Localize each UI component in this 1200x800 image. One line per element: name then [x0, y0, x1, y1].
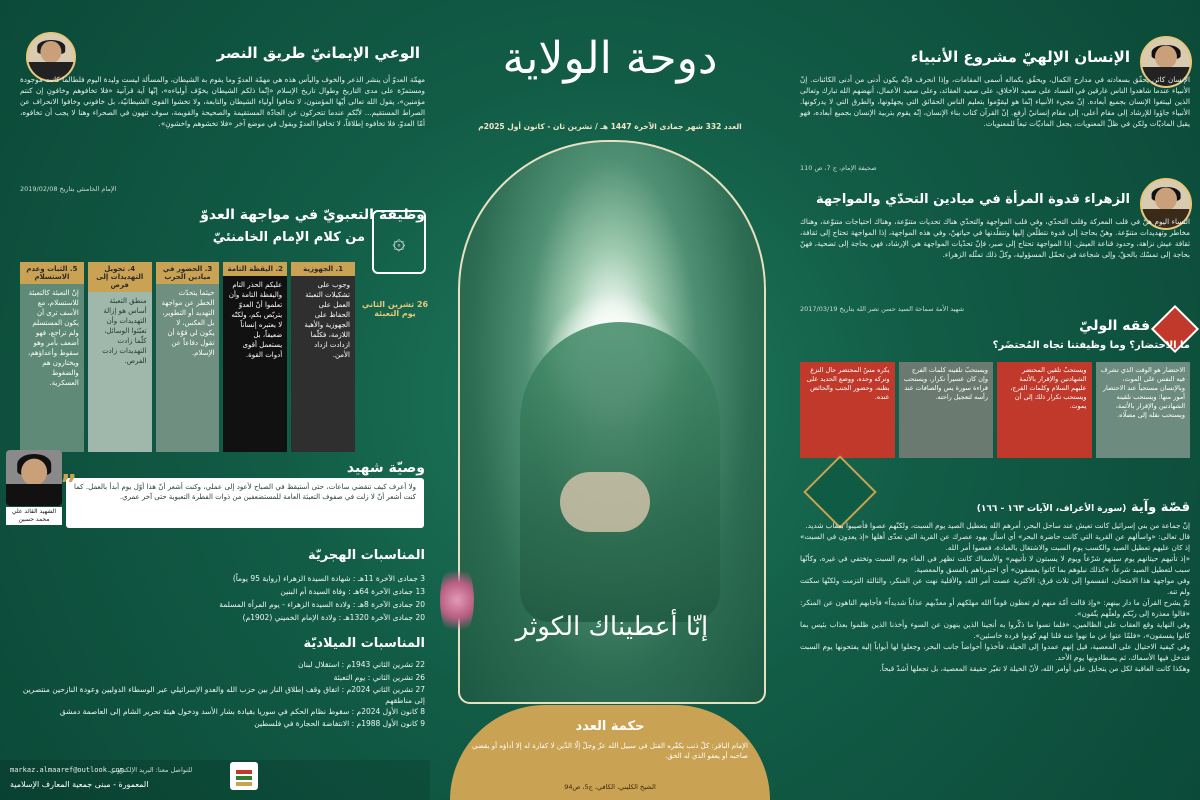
- gregorian-list: [20, 658, 425, 730]
- zahra-body: النساء اليوم هنّ في قلب المعركة وقلب التحدّي، وفي قلب المواجهة والتحدّي هناك تحديات متنوّعة، وهناك احتياجات متنوّعة، وهناك مخاطر وتهديدات متنوّعة. وهنّ بحاجة إلى قدوة نتطلّعن إليها وتتقلّدنها في حياتهنّ، وفي هذه المواجهة، إذا المواجهة تحتاج إلى ثقافة، ثقافة عيش نزاهة، وحدود قناعة العيش. إذا المواجهة تحتاج إلى صبر، فإنّ تحدّيات المواجهة هي الإرشاد، فهي بحاجة إلى تضحية، فهنّ بحاجة إلى تمسّك بالحقّ، وإلى شجاعة في تحمّل المسؤولية، وكلّ ذلك تمثّله الزهراء.: [800, 217, 1190, 259]
- masthead-title: دوحة الولاية: [502, 33, 718, 84]
- mobilization-col-head: 3. الحضور في ميادين الحرب: [156, 262, 220, 284]
- faqih-cards: [800, 362, 1190, 458]
- martyr-quote-box: [60, 470, 424, 528]
- right-column: [790, 0, 1200, 800]
- hijri-item: 20 جمادى الآخرة 8هـ : ولادة السيدة الزهراء - يوم المرأة المسلمة: [219, 600, 425, 609]
- martyr-title: وصيّة شهيد: [346, 460, 425, 476]
- faqih-card: الاحتضار هو الوقت الذي تشرف فيه النفس على الموت، وبالإنسان مستحباً عند الاحتضار أمور منها: ويستحب تلقينه الشهادتين والإقرار بالأئمة، ويستحب نقله إلى مصلّاه.: [1096, 362, 1191, 458]
- zahra-source: شهيد الأمة سماحة السيد حسن نصر الله بتاريخ 2017/03/19: [800, 305, 965, 313]
- awareness-title: الوعي الإيمانيّ طريق النصر: [216, 44, 420, 62]
- mobilization-col-body: وجوب على تشكيلات التعبئة العمل على الحفاظ على الجهوزية والأهبة اللازمة، فكلّما ازدادت ازداد الأمن.: [291, 276, 355, 452]
- child-figure: [560, 472, 650, 532]
- faqih-card: ويستحبّ تلقينه كلمات الفرج وإن كان عسيراً تكرار، ويستحب قراءة سورة يس والصافات عند رأسه لتعجيل راحته.: [899, 362, 994, 458]
- mobilization-emblem: ۞: [372, 210, 426, 274]
- mobilization-col-body: إنّ التعبئة كالتعبئة للاستسلام، مع الأسف ترى أن يكون المستسلم ولم تراجع، فهو أضعف بأمر وهو سقوط وأعداؤهم، ويختارون هم والضغوط العسكرية.: [20, 284, 84, 452]
- mobilization-col-body: عليكم الحذر التام واليقظة التامة وأن تعلموا أنّ العدوّ يتربّص بكم، ولكنّه لا يعتبره إنساناً ضعيفاً، بل يستعمل أقوى أدوات القوة.: [223, 276, 287, 452]
- center-column: [430, 0, 790, 800]
- footer-publisher: المعمورة - مبنى جمعية المعارف الإسلامية: [10, 780, 149, 789]
- mobilization-col-head: 5. الثبات وعدم الاستسلام: [20, 262, 84, 284]
- story-emblem-icon: [803, 455, 877, 529]
- quote-mark-icon: ”: [60, 470, 78, 500]
- flower-decoration-icon: [440, 560, 474, 640]
- mobilization-col-head: 1. الجهوزية: [291, 262, 355, 276]
- footer-email[interactable]: markaz.almaaref@outlook.com: [10, 766, 124, 774]
- wisdom-box: [450, 705, 770, 800]
- mobilization-col-3: [156, 262, 220, 452]
- mobilization-title: وظيفة التعبويّ في مواجهة العدوّ: [200, 207, 425, 223]
- calligraphy-text: إنّا أعطيناك الكوثر: [515, 612, 709, 642]
- faqih-card: يكره مسّ المحتضر حال النزع وتركه وحده، ووضع الحديد على بطنه، وحضور الجنب والحائض عنده.: [800, 362, 895, 458]
- mobilization-col-head: 2. اليقظة التامة: [223, 262, 287, 276]
- human-title: الإنسان الإلهيّ مشروع الأنبياء: [910, 48, 1130, 66]
- story-paragraph: وفي النهاية وقع العقاب على الظالمين، «فلما نسوا ما ذكّروا به أنجينا الذين ينهون عن السوء وأخذنا الذين ظلموا بعذاب بئيس بما كانوا يفسقون»، «فلمّا عتوا عن ما نهوا عنه قلنا لهم كونوا قردة خاسئين».: [800, 620, 1190, 640]
- gregorian-title: المناسبات الميلاديّة: [303, 636, 425, 651]
- wisdom-source: الشيخ الكليني، الكافي، ج5، ص94: [564, 783, 656, 791]
- story-paragraph: «إذ تأتيهم حيتانهم يوم سبتهم شرّعاً ويوم لا يسبتون لا تأتيهم» والأسماك كانت تظهر في الماء يوم السبت وتختفي في غيره، وكأنّها سبب لتعطيل الصيد شرعاً، «كذلك نبلوهم بما كانوا يفسقون» أي اختبرناهم بالفسق والمعصية.: [800, 554, 1190, 574]
- wisdom-title: حكمة العدد: [575, 719, 645, 734]
- wisdom-body: الإمام الباقر: كلّ ذنب يكفّره القتل في سبيل الله عزّ وجلّ إلّا الدَّين لا كفارة له إلا أداؤه أو يقضي صاحبه أو يعفو الذي له الحق.: [472, 742, 748, 760]
- story-paragraph: إنّ جماعة من بني إسرائيل كانت تعيش عند ساحل البحر، أمرهم الله بتعطيل الصيد يوم السبت، ولكنّهم عصوا فأصيبوا بعقاب شديد.: [805, 521, 1190, 530]
- hijri-item: 3 جمادى الآخرة 11هـ : شهادة السيدة الزهراء (رواية 95 يوماً): [232, 574, 425, 583]
- faqih-title: فقه الوليّ: [1079, 318, 1150, 334]
- faqih-question: ما الاحتضار؟ وما وظيفتنا تجاه المُحتضَر؟: [992, 340, 1190, 351]
- mobilization-col-4: [88, 262, 152, 452]
- hijri-list: [20, 572, 425, 624]
- footer-email-label: للتواصل معنا: البريد الإلكتروني: [110, 766, 193, 774]
- gregorian-item: 8 كانون الأول 2024م : سقوط نظام الحكم في سوريا بقيادة بشار الأسد ودخول هيئة تحرير الشام إلى العاصمة دمشق: [59, 707, 425, 716]
- mobilization-col-body: منطق التعبئة أساس هو إزالة التهديدات وأن تعبّئوا الوسائل، كلّما زادت التهديدات زادت الفرص.: [88, 292, 152, 452]
- awareness-body: مهمّة العدوّ أن ينشر الذعر والخوف واليأس هذه هي مهمّة العدوّ وما يقوم به الشيطان، والمسألة ليست وليدة اليوم فلطالما كانت موجودة ومستمرّة على مدى التاريخ وطوال تاريخ الإسلام «إنّما ذلكم الشيطان يخوّف أولياءه»، إنّها آية قرآنية «فلا تخافوهم وخافونِ إن كنتم مؤمنين»، يقول الله تعالى أيّها المؤمنون، لا تخافوا أولياء الشيطان والتابعة، ولا تخشوا القوى الشيطانيّة، بل خافوني وخافوا الانحراف عن الصراط المستقيم... لأنّكم عندما تتحركون عن الجادّة المستقيمة والصحيحة والقويمة، سوف تنهون في الصحراء وهنا لا يجب أن تخافوه، أمّا العدوّ، فلا تخافوه إطلاقاً، لا تخافوا العدوّ ويقول في موضع آخر «فلا تخشوهم واخشونِ».: [20, 75, 425, 128]
- mobilization-col-1: [291, 262, 355, 452]
- story-title-text: قصّة وآية: [1130, 500, 1190, 515]
- story-paragraph: وهكذا كانت العاقبة لكل من يتحايل على أوامر الله، لأنّ الحيلة لا تغيّر حقيقة المعصية، بل تجعلها أشدّ قبحاً.: [879, 664, 1190, 673]
- story-paragraph: ثمّ يشرح القرآن ما دار بينهم: «وإذ قالت أمّة منهم لم تعظون قوماً الله مهلكهم أو معذّبهم عذاباً شديداً» فأجابهم الناهون عن المنكر: «قالوا معذرة إلى ربّكم ولعلّهم يتّقون».: [800, 598, 1190, 618]
- gregorian-item: 26 تشرين الثاني : يوم التعبئة: [333, 673, 425, 682]
- story-subtitle: (سورة الأعراف، الآيات ١٦٣ - ١٦٦): [976, 504, 1127, 514]
- story-paragraph: وفي مواجهة هذا الامتحان، انقسموا إلى ثلاث فرق: الأكثرية عصت أمر الله، والأقلية نهت عن المنكر، والثالثة التزمت ولكنّها سكتت ولم تنه.: [800, 576, 1190, 596]
- mobilization-date-note: 26 تشرين الثاني يوم التعبئة: [361, 300, 429, 318]
- story-paragraph: قال تعالى: «واسألهم عن القرية التي كانت حاضرة البحر» أي اسأل يهود عصرك عن القرية التي تعدّى أهلها «إذ يعدون في السبت» إذ كان عليهم تعطيل الصيد والكسب يوم السبت والاشتغال بالعبادة، فعصوا أمر الله.: [800, 532, 1190, 552]
- hijri-item: 13 جمادى الآخرة 64هـ : وفاة السيدة أم البنين: [280, 587, 425, 596]
- gregorian-item: 27 تشرين الثاني 2024م : اتفاق وقف إطلاق النار بين حزب الله والعدو الإسرائيلي عبر الوسطاء الدوليين وعودة النازحين منتصرين إلى مناطقهم: [22, 685, 425, 705]
- mobilization-col-5: [20, 262, 84, 452]
- mobilization-col-head: 4. تحويل التهديدات إلى فرص: [88, 262, 152, 292]
- mobilization-col-body: حيثما يتحدّث الخطر عن مواجهة التهديد أو التطوير، بل العكس، لا يكون لي قوّة أن تقول دفاعاً عن الإسلام.: [156, 284, 220, 452]
- zahra-title: الزهراء قدوة المرأة في ميادين التحدّي والمواجهة: [816, 192, 1130, 207]
- gregorian-item: 22 تشرين الثاني 1943م : استقلال لبنان: [297, 660, 425, 669]
- left-column: [0, 0, 430, 800]
- publisher-logo-icon: [230, 762, 258, 790]
- faqih-card: ويستحبّ تلقين المحتضر الشهادتين والإقرار بالأئمة عليهم السلام وكلمات الفرج، ويستحب تكرار ذلك إلى أن يموت.: [997, 362, 1092, 458]
- mobilization-subtitle: من كلام الإمام الخامنئيّ: [212, 230, 365, 245]
- martyr-quote: ولا أعرف كيف تنقضي ساعات، حتى أستيقظ في الصباح لأعود إلى عملي، وكنت أشعر أنّ هذا أوّل يوم أبدأ بالعمل. كما كنت أشعر أنّ لا زلت في صفوف التعبئة العامة للمستضعفين من ذوات الفطرة التعبوية حتى آخر عمري.: [74, 483, 416, 501]
- martyr-name-label: الشهيد القائد علي محمد حسين: [6, 507, 62, 525]
- story-paragraph: وفي كيفية الاحتيال على المعصية، قيل إنهم عمدوا إلى الحيلة، فأخذوا أحواضاً جانب البحر، وجعلوا لها أبواباً إليه يفتحونها يوم السبت فتدخل فيها الأسماك، ثم يصطادونها يوم الأحد.: [800, 642, 1190, 662]
- mobilization-columns: [20, 262, 355, 452]
- story-title: [870, 500, 1190, 515]
- central-illustration: [458, 140, 766, 704]
- martyr-portrait: [6, 450, 62, 506]
- gregorian-item: 9 كانون الأول 1988م : الانتفاضة الحجارة في فلسطين: [254, 719, 425, 728]
- hijri-title: المناسبات الهجريّة: [308, 548, 425, 563]
- hijri-item: 20 جمادى الآخرة 1320هـ : ولادة الإمام الخميني (1902م): [242, 613, 425, 622]
- awareness-source: الإمام الخامنئي بتاريخ 2019/02/08: [20, 185, 117, 193]
- human-body: الإنسان كائن يحقّق بسعادته في مدارج الكمال، ويحقّق بكماله أسمى المقامات، وإذا انحرف فإنّه يكون أدنى من أدنى الكائنات. إنّ الأنبياء عندما شاهدوا الناس غارقين في الفساد على صعيد الأخلاق، على صعيد العقائد، وعلى صعيد الأعمال، أنهضهم الله تبارك وتعالى الذين ليبتغوا الإنسان بجميع أبعاده. إنّ مجيء الأنبياء إنّما هو ليقوّموا بتعليم الناس الحقائق التي يجهلونها، والطرق التي لا يدركونها. الأنبياء جاؤوا للإرشاد إلى مقام أعلى، إلى مقام إنسانيّ أرفع. إنّ القرآن كتاب بناء الإنسان، إنّه يقوم بتربية الإنسان بجميع أبعاده، فهو يقبل الماديّات ولكن في ظلّ المعنويات، يجعل الماديّات تبعاً للمعنويات.: [800, 75, 1190, 128]
- mobilization-col-2: [223, 262, 287, 452]
- masthead-issue-line: العدد 332 شهر جمادى الآخرة 1447 هـ / تشرين ثان - كانون أول 2025م: [478, 122, 742, 131]
- story-body: [800, 520, 1190, 674]
- human-source: صحيفة الإمام، ج 7، ص 110: [800, 164, 877, 172]
